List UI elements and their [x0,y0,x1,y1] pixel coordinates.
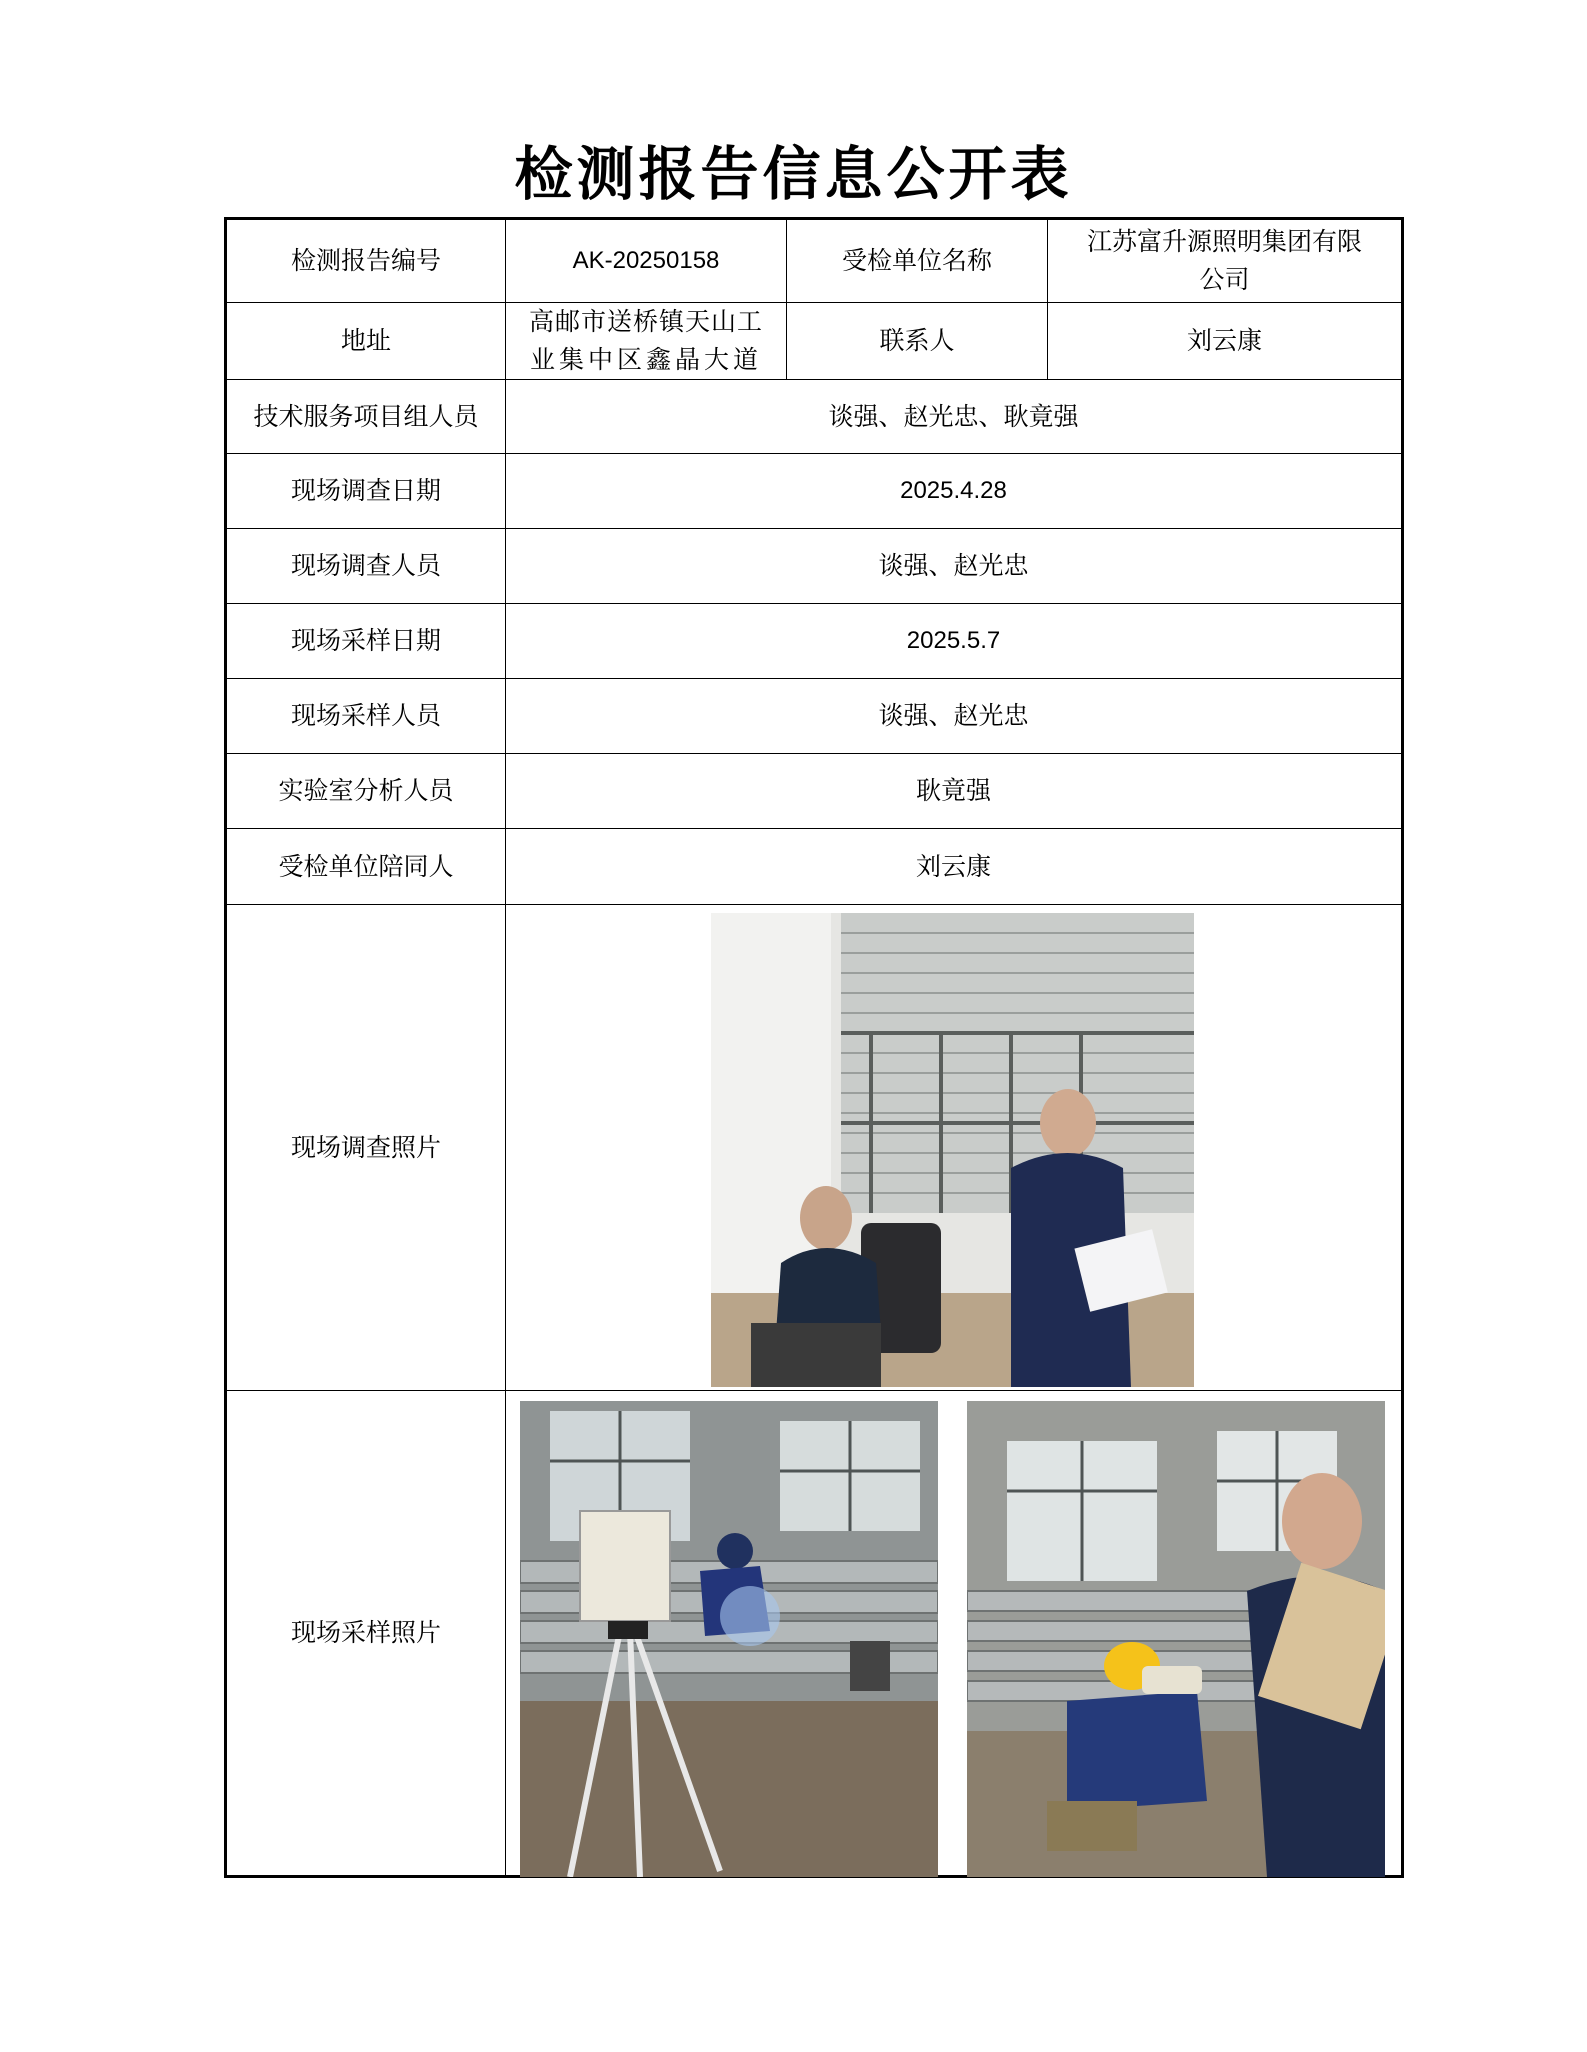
sampling-date-value: 2025.5.7 [506,604,1403,679]
report-no-value: AK-20250158 [506,219,787,303]
unit-label: 受检单位名称 [787,219,1048,303]
survey-photo-cell [506,905,1403,1391]
survey-staff-value: 谈强、赵光忠 [506,529,1403,604]
sampling-photo-label: 现场采样照片 [226,1391,506,1877]
escort-value: 刘云康 [506,829,1403,905]
lab-staff-label: 实验室分析人员 [226,754,506,829]
survey-date-value: 2025.4.28 [506,454,1403,529]
table-row [226,754,1403,829]
team-value: 谈强、赵光忠、耿竟强 [506,380,1403,454]
table-row [226,905,1403,1391]
table-row [226,604,1403,679]
contact-label: 联系人 [787,303,1048,380]
table-row [226,1391,1403,1877]
sampling-staff-label: 现场采样人员 [226,679,506,754]
sampling-date-label: 现场采样日期 [226,604,506,679]
table-row [226,454,1403,529]
survey-staff-label: 现场调查人员 [226,529,506,604]
unit-line-2: 公司 [1199,265,1250,294]
address-label: 地址 [226,303,506,380]
survey-date-label: 现场调查日期 [226,454,506,529]
sampling-photo-cell [506,1391,1403,1877]
page-title: 检测报告信息公开表 [514,140,1073,208]
survey-photo [711,913,1194,1387]
table-row [226,219,1403,303]
address-value [506,303,787,380]
table-row [226,529,1403,604]
sampling-photo-2 [967,1401,1385,1877]
escort-label: 受检单位陪同人 [226,829,506,905]
team-label: 技术服务项目组人员 [226,380,506,454]
table-row [226,679,1403,754]
table-row [226,380,1403,454]
address-line-1: 高邮市送桥镇天山工 [528,307,763,336]
info-table [224,217,1404,1878]
sampling-staff-value: 谈强、赵光忠 [506,679,1403,754]
unit-value [1048,219,1403,303]
report-no-label: 检测报告编号 [226,219,506,303]
table-row [226,303,1403,380]
table-row [226,829,1403,905]
survey-photo-label: 现场调查照片 [226,905,506,1391]
lab-staff-value: 耿竟强 [506,754,1403,829]
unit-line-1: 江苏富升源照明集团有限 [1086,227,1362,256]
sampling-photo-1 [520,1401,938,1877]
address-line-2: 业集中区鑫晶大道 [529,345,762,374]
contact-value: 刘云康 [1048,303,1403,380]
